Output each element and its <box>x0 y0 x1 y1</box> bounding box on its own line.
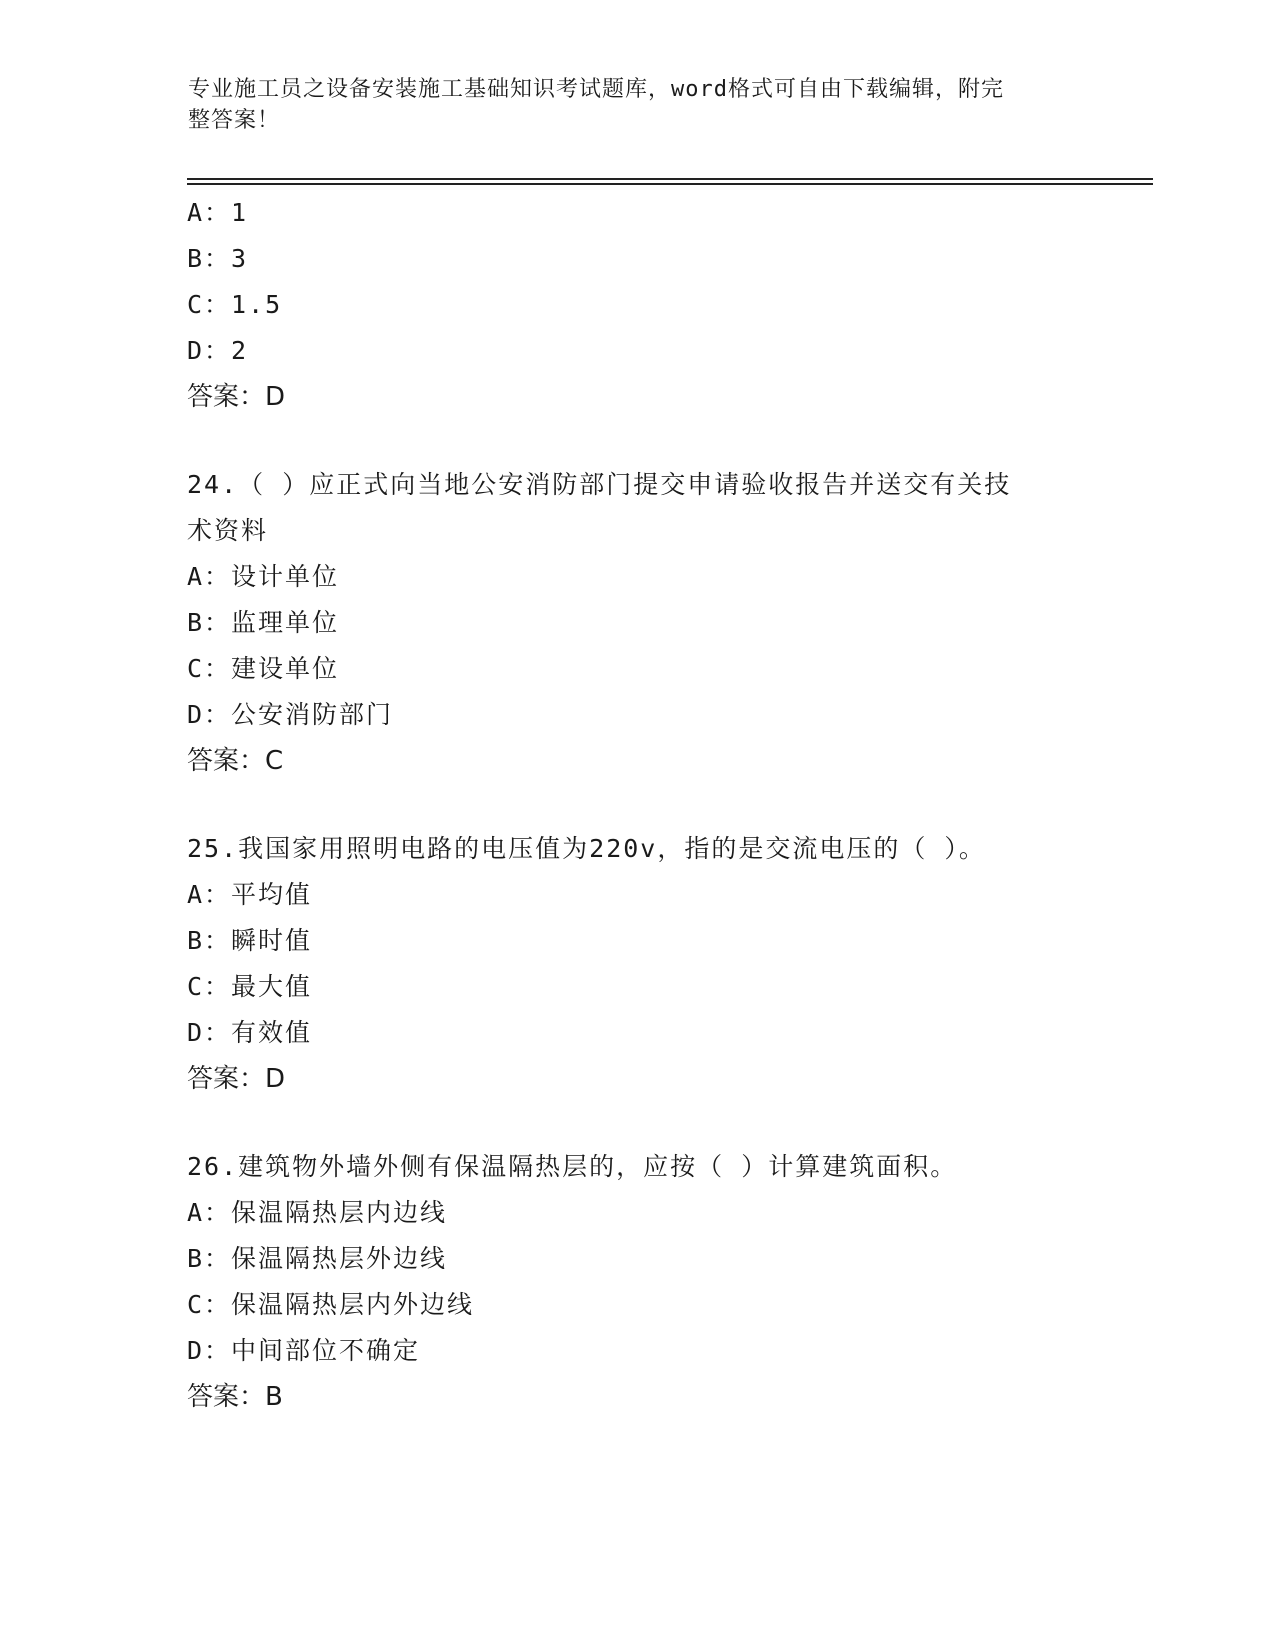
option-a: A：保温隔热层内边线 <box>187 1198 448 1227</box>
question-26-block <box>187 1144 1087 1420</box>
option-b: B：3 <box>187 244 249 273</box>
question-text: 26.建筑物外墙外侧有保温隔热层的，应按（ ）计算建筑面积。 <box>187 1152 958 1181</box>
option-a: A：平均值 <box>187 880 313 909</box>
answer-line: 答案：B <box>187 1382 283 1412</box>
answer-line: 答案：D <box>187 382 286 412</box>
header-title-line-1: 专业施工员之设备安装施工基础知识考试题库，word格式可自由下载编辑，附完 <box>188 77 1004 102</box>
option-d: D：2 <box>187 336 249 365</box>
question-text-line-2: 术资料 <box>187 516 269 545</box>
option-c: C：保温隔热层内外边线 <box>187 1290 475 1319</box>
header-title-line-2: 整答案！ <box>188 108 281 133</box>
option-b: B：保温隔热层外边线 <box>187 1244 448 1273</box>
option-a: A：1 <box>187 198 249 227</box>
question-24-block <box>187 462 1087 784</box>
question-text: 25.我国家用照明电路的电压值为220v，指的是交流电压的（ ）。 <box>187 834 986 863</box>
spacer <box>187 420 1087 462</box>
option-c: C：最大值 <box>187 972 313 1001</box>
option-c: C：1.5 <box>187 290 283 319</box>
question-25-block <box>187 826 1087 1102</box>
spacer <box>187 784 1087 826</box>
answer-line: 答案：C <box>187 746 284 776</box>
option-b: B：监理单位 <box>187 608 340 637</box>
option-d: D：有效值 <box>187 1018 313 1047</box>
question-23-block <box>187 190 1087 420</box>
option-a: A：设计单位 <box>187 562 340 591</box>
question-list <box>187 190 1087 1420</box>
header-divider-top <box>187 178 1153 180</box>
spacer <box>187 1102 1087 1144</box>
option-c: C：建设单位 <box>187 654 340 683</box>
answer-line: 答案：D <box>187 1064 286 1094</box>
document-header <box>188 74 1088 136</box>
option-d: D：中间部位不确定 <box>187 1336 421 1365</box>
header-divider-bottom <box>187 183 1153 185</box>
option-d: D：公安消防部门 <box>187 700 394 729</box>
option-b: B：瞬时值 <box>187 926 313 955</box>
question-text-line-1: 24.（ ）应正式向当地公安消防部门提交申请验收报告并送交有关技 <box>187 470 1012 499</box>
